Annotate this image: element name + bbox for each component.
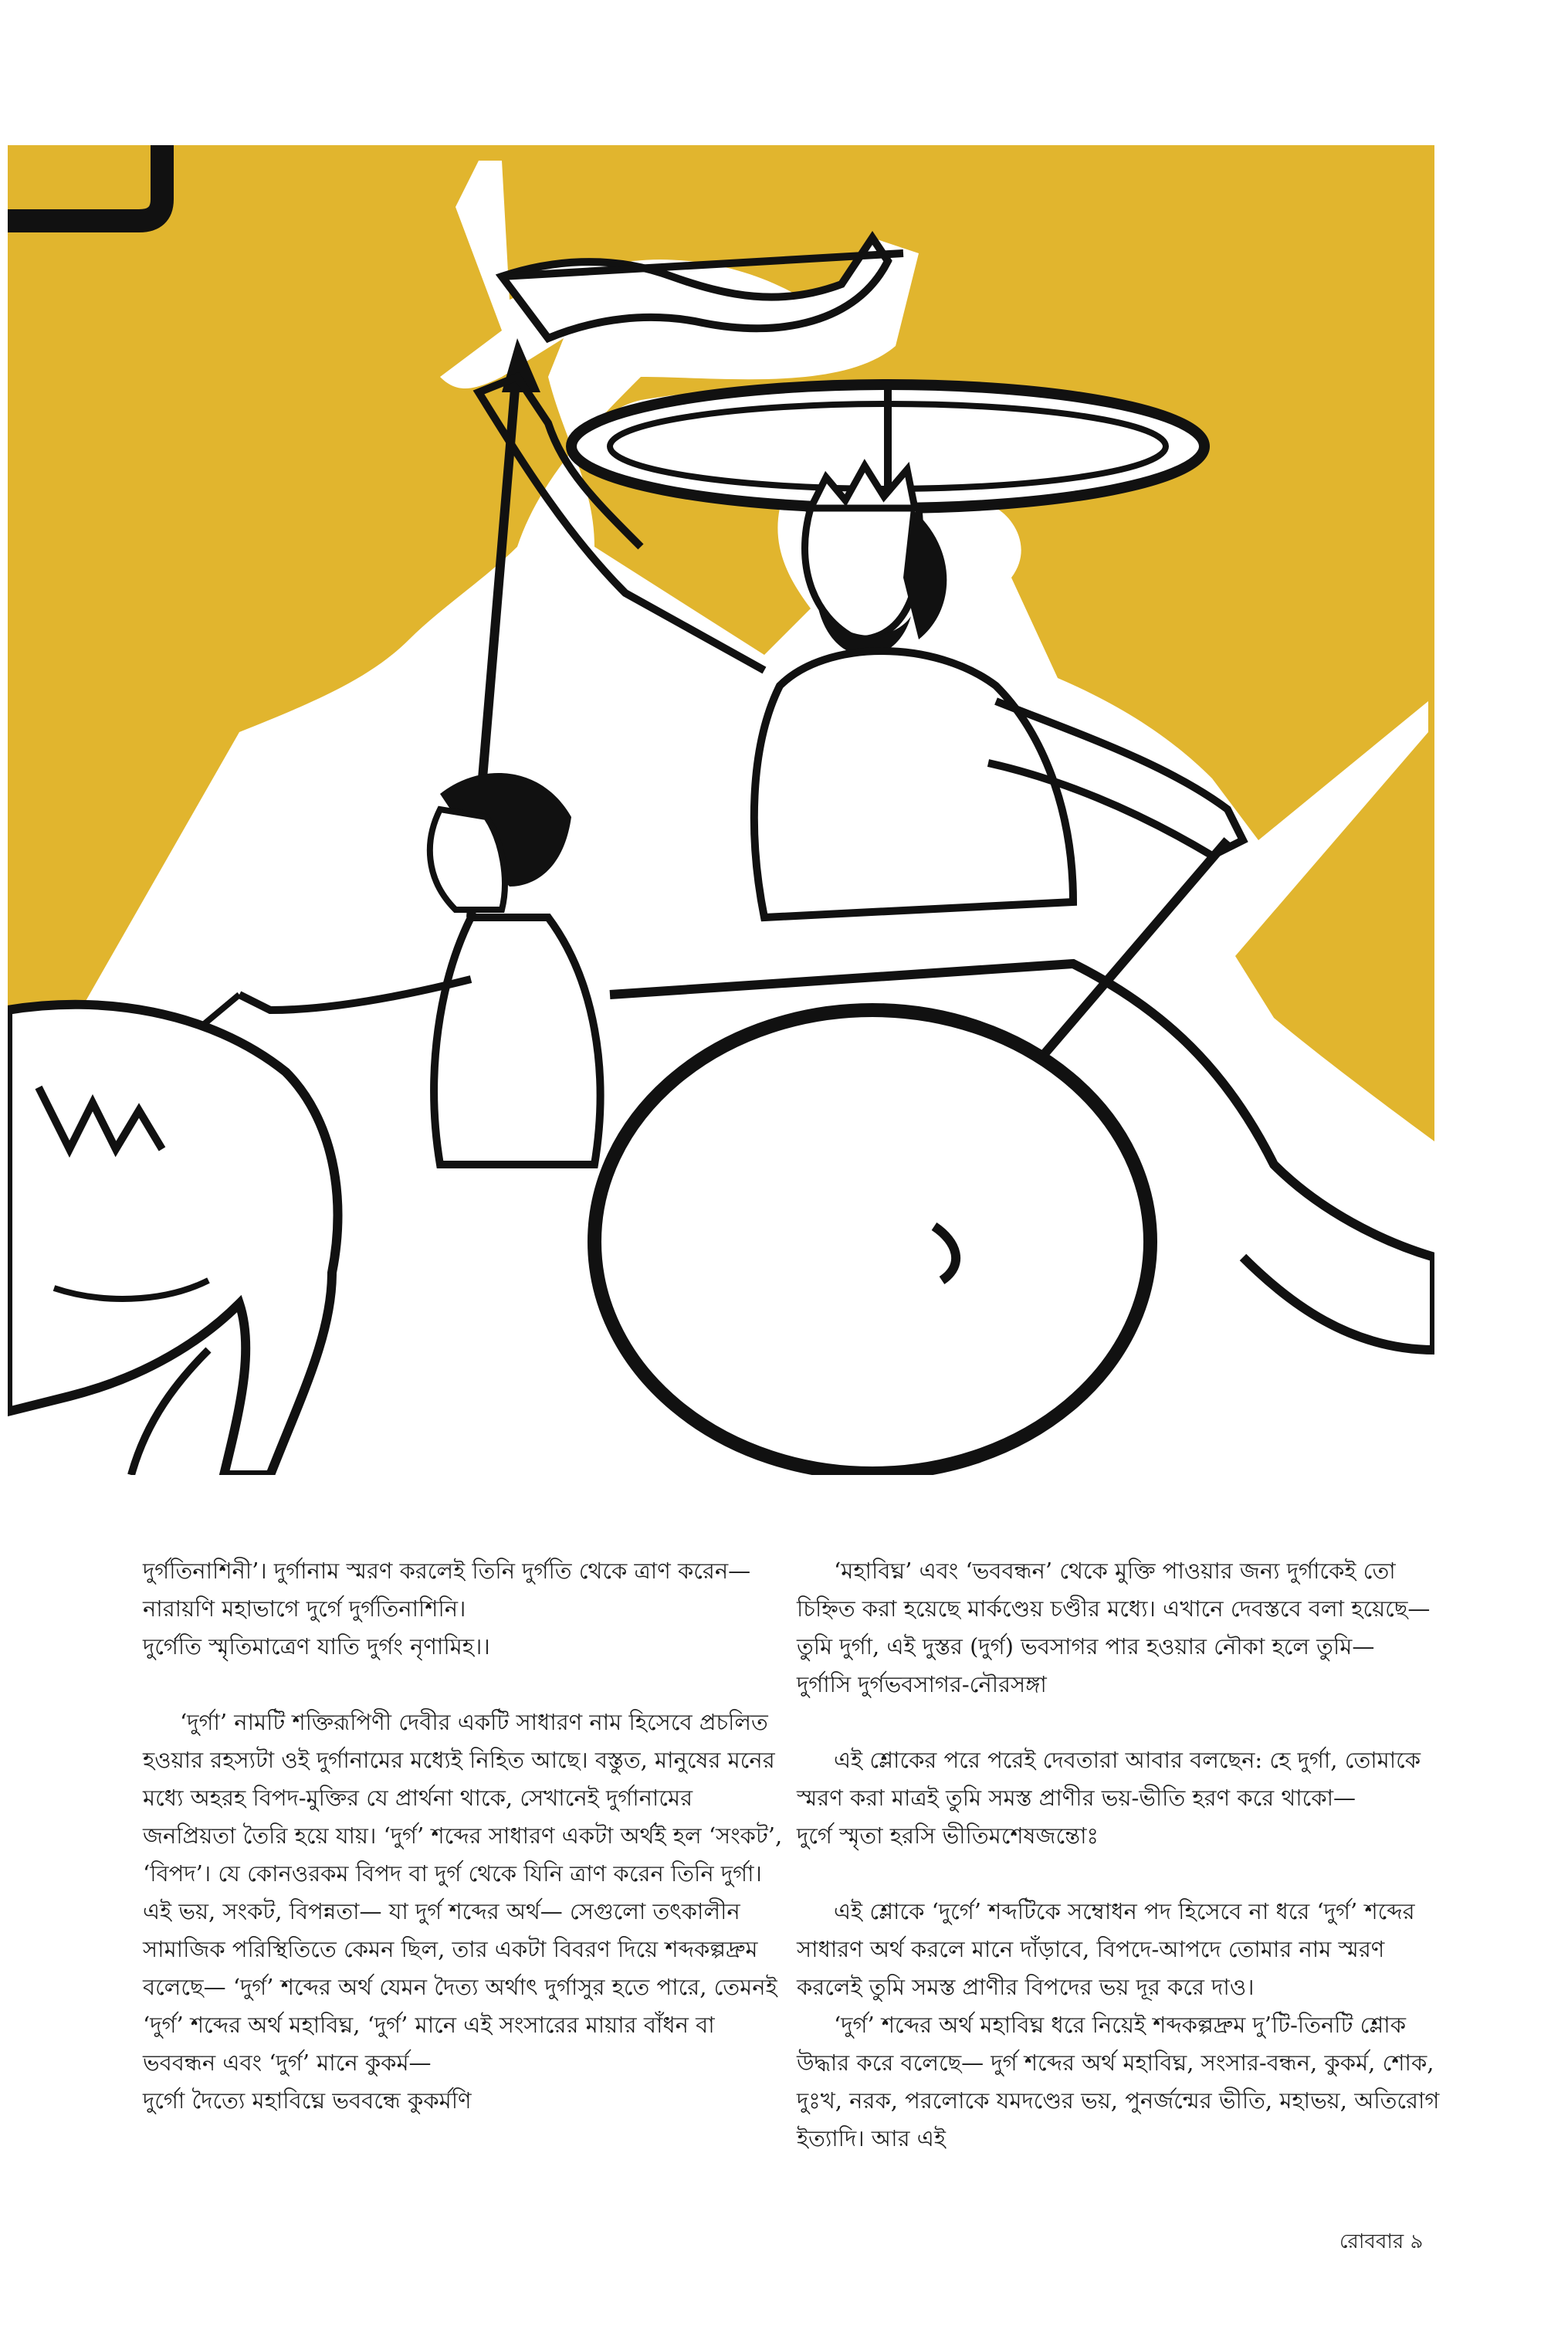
page-number: রোববার ৯ bbox=[1339, 2230, 1424, 2253]
verse-line: নারায়ণি মহাভাগে দুর্গে দুর্গতিনাশিনি। bbox=[143, 1595, 466, 1622]
verse-line: দুর্গে স্মৃতা হরসি ভীতিমশেষজন্তোঃ bbox=[797, 1822, 1099, 1849]
chariot-illustration bbox=[8, 145, 1434, 1475]
text-column-left bbox=[143, 1552, 791, 2120]
paragraph: ‘দুর্গ’ শব্দের অর্থ মহাবিঘ্ন ধরে নিয়েই শব্দকল্পদ্রুম দু’টি-তিনটি শ্লোক উদ্ধার করে বলেছে— দুর্গ শব্দের অর্থ মহাবিঘ্ন, সংসার-বন্ধন, কুকর্ম, শোক, দুঃখ, নরক, পরলোকে যমদণ্ডের ভয়, পুনর্জন্মের ভীতি, মহাভয়, অতিরোগ ইত্যাদি। আর এই bbox=[797, 2012, 1440, 2151]
paragraph: ‘মহাবিঘ্ন’ এবং ‘ভববন্ধন’ থেকে মুক্তি পাওয়ার জন্য দুর্গাকেই তো চিহ্নিত করা হয়েছে মার্কণ্ডেয় চণ্ডীর মধ্যে। এখানে দেবস্তবে বলা হয়েছে— তুমি দুর্গা, এই দুস্তর (দুর্গ) ভবসাগর পার হওয়ার নৌকা হলে তুমি— bbox=[797, 1558, 1431, 1660]
verse-line: দুর্গো দৈত্যে মহাবিঘ্নে ভববন্ধে কুকর্মণি bbox=[143, 2087, 472, 2114]
text-column-right bbox=[797, 1552, 1445, 2158]
paragraph: ‘দুর্গা’ নামটি শক্তিরূপিণী দেবীর একটি সাধারণ নাম হিসেবে প্রচলিত হওয়ার রহস্যটা ওই দুর্গানামের মধ্যেই নিহিত আছে। বস্তুত, মানুষের মনের মধ্যে অহরহ বিপদ-মুক্তির যে প্রার্থনা থাকে, সেখানেই দুর্গানামের জনপ্রিয়তা তৈরি হয়ে যায়। ‘দুর্গ’ শব্দের সাধারণ একটা অর্থই হল ‘সংকট’, ‘বিপদ’। যে কোনওরকম বিপদ বা দুর্গ থেকে যিনি ত্রাণ করেন তিনি দুর্গা। এই ভয়, সংকট, বিপন্নতা— যা দুর্গ শব্দের অর্থ— সেগুলো তৎকালীন সামাজিক পরিস্থিতিতে কেমন ছিল, তার একটা বিবরণ দিয়ে শব্দকল্পদ্রুম বলেছে— ‘দুর্গ’ শব্দের অর্থ যেমন দৈত্য অর্থাৎ দুর্গাসুর হতে পারে, তেমনই ‘দুর্গ’ শব্দের অর্থ মহাবিঘ্ন, ‘দুর্গ’ মানে এই সংসারের মায়ার বাঁধন বা ভববন্ধন এবং ‘দুর্গ’ মানে কুকর্ম— bbox=[143, 1709, 783, 2076]
verse-line: দুর্গেতি স্মৃতিমাত্রেণ যাতি দুর্গং নৃণামিহ।। bbox=[143, 1633, 490, 1660]
charioteer-face bbox=[430, 809, 505, 910]
paragraph: এই শ্লোকে ‘দুর্গে’ শব্দটিকে সম্বোধন পদ হিসেবে না ধরে ‘দুর্গ’ শব্দের সাধারণ অর্থ করলে মানে দাঁড়াবে, বিপদে-আপদে তোমার নাম স্মরণ করলেই তুমি সমস্ত প্রাণীর বিপদের ভয় দূর করে দাও। bbox=[797, 1898, 1415, 2000]
paragraph: এই শ্লোকের পরে পরেই দেবতারা আবার বলছেন: হে দুর্গা, তোমাকে স্মরণ করা মাত্রই তুমি সমস্ত প্রাণীর ভয়-ভীতি হরণ করে থাকো— bbox=[797, 1747, 1421, 1811]
verse-line: দুর্গাসি দুর্গভবসাগর-নৌরসঙ্গা bbox=[797, 1671, 1047, 1697]
paragraph: দুর্গতিনাশিনী’। দুর্গানাম স্মরণ করলেই তিনি দুর্গতি থেকে ত্রাণ করেন— bbox=[143, 1558, 751, 1584]
chariot-wheel bbox=[594, 1010, 1150, 1473]
